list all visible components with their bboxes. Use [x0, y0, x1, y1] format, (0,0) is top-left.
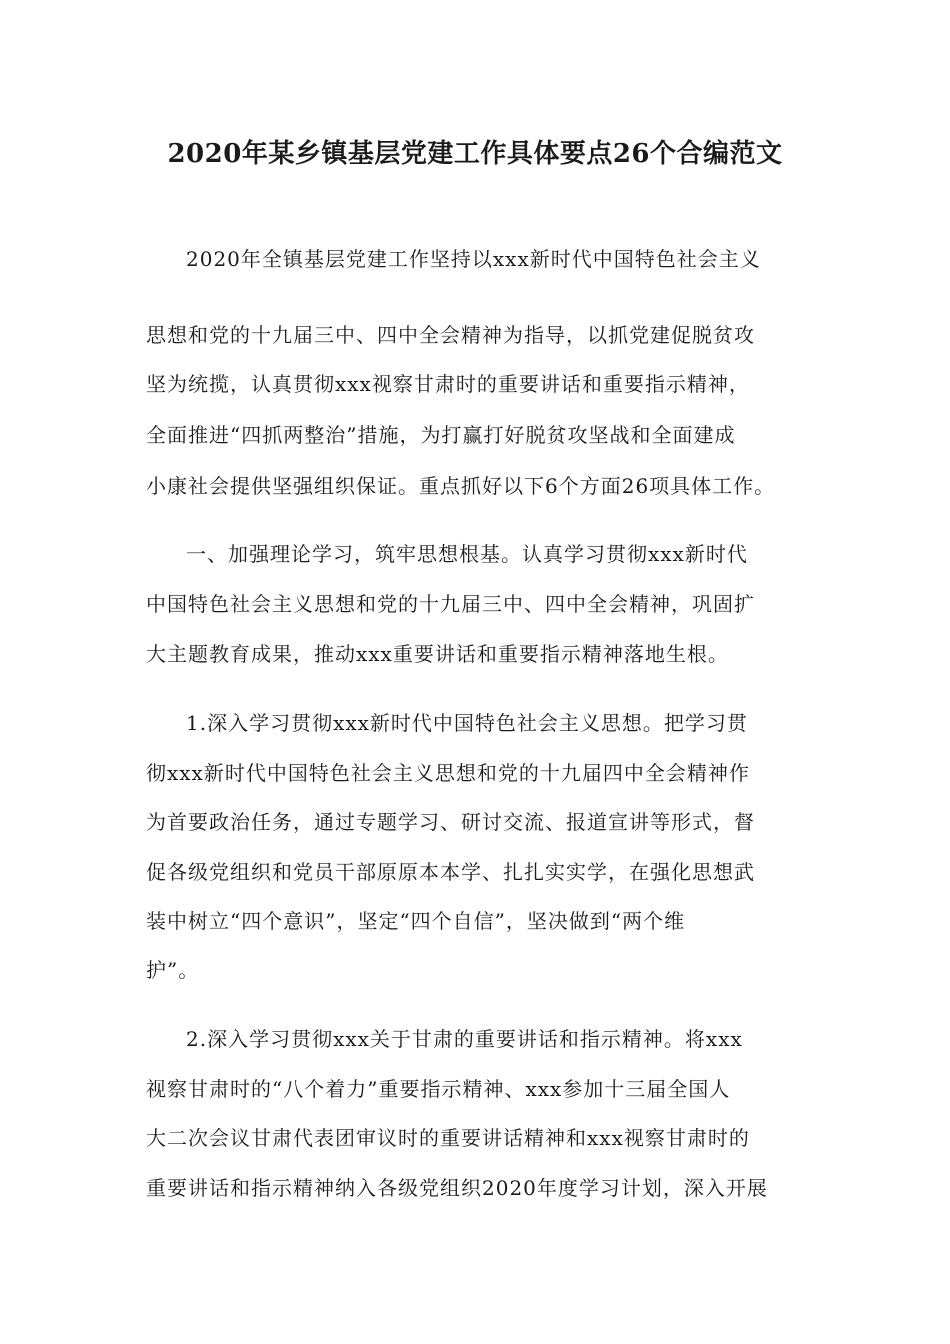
- paragraph-3-line-5: 装中树立“四个意识”，坚定“四个自信”，坚决做到“两个维: [146, 909, 686, 933]
- paragraph-4-line-3: 大二次会议甘肃代表团审议时的重要讲话精神和xxx视察甘肃时的: [146, 1126, 750, 1150]
- paragraph-3-line-2: 彻xxx新时代中国特色社会主义思想和党的十九届四中全会精神作: [146, 761, 750, 785]
- paragraph-1-line-1: 2020年全镇基层党建工作坚持以xxx新时代中国特色社会主义: [186, 247, 761, 271]
- paragraph-2-line-3: 大主题教育成果，推动xxx重要讲话和重要指示精神落地生根。: [146, 642, 729, 666]
- paragraph-3-line-6: 护”。: [146, 958, 200, 982]
- paragraph-2-line-2: 中国特色社会主义思想和党的十九届三中、四中全会精神，巩固扩: [146, 592, 755, 616]
- paragraph-1-line-3: 坚为统揽，认真贯彻xxx视察甘肃时的重要讲话和重要指示精神，: [146, 372, 750, 396]
- paragraph-3-line-4: 促各级党组织和党员干部原原本本学、扎扎实实学，在强化思想武: [146, 860, 755, 884]
- paragraph-4-line-2: 视察甘肃时的“八个着力”重要指示精神、xxx参加十三届全国人: [146, 1077, 731, 1101]
- paragraph-3-line-3: 为首要政治任务，通过专题学习、研讨交流、报道宣讲等形式，督: [146, 810, 755, 834]
- paragraph-2-line-1: 一、加强理论学习，筑牢思想根基。认真学习贯彻xxx新时代: [186, 542, 748, 566]
- paragraph-4-line-4: 重要讲话和指示精神纳入各级党组织2020年度学习计划，深入开展: [146, 1176, 768, 1200]
- paragraph-1-line-2: 思想和党的十九届三中、四中全会精神为指导，以抓党建促脱贫攻: [146, 323, 755, 347]
- paragraph-1-line-4: 全面推进“四抓两整治”措施，为打赢打好脱贫攻坚战和全面建成: [146, 423, 736, 447]
- paragraph-4-line-1: 2.深入学习贯彻xxx关于甘肃的重要讲话和指示精神。将xxx: [186, 1027, 743, 1051]
- paragraph-3-line-1: 1.深入学习贯彻xxx新时代中国特色社会主义思想。把学习贯: [186, 711, 748, 735]
- paragraph-1-line-5: 小康社会提供坚强组织保证。重点抓好以下6个方面26项具体工作。: [146, 474, 776, 498]
- document-title: 2020年某乡镇基层党建工作具体要点26个合编范文: [167, 139, 783, 169]
